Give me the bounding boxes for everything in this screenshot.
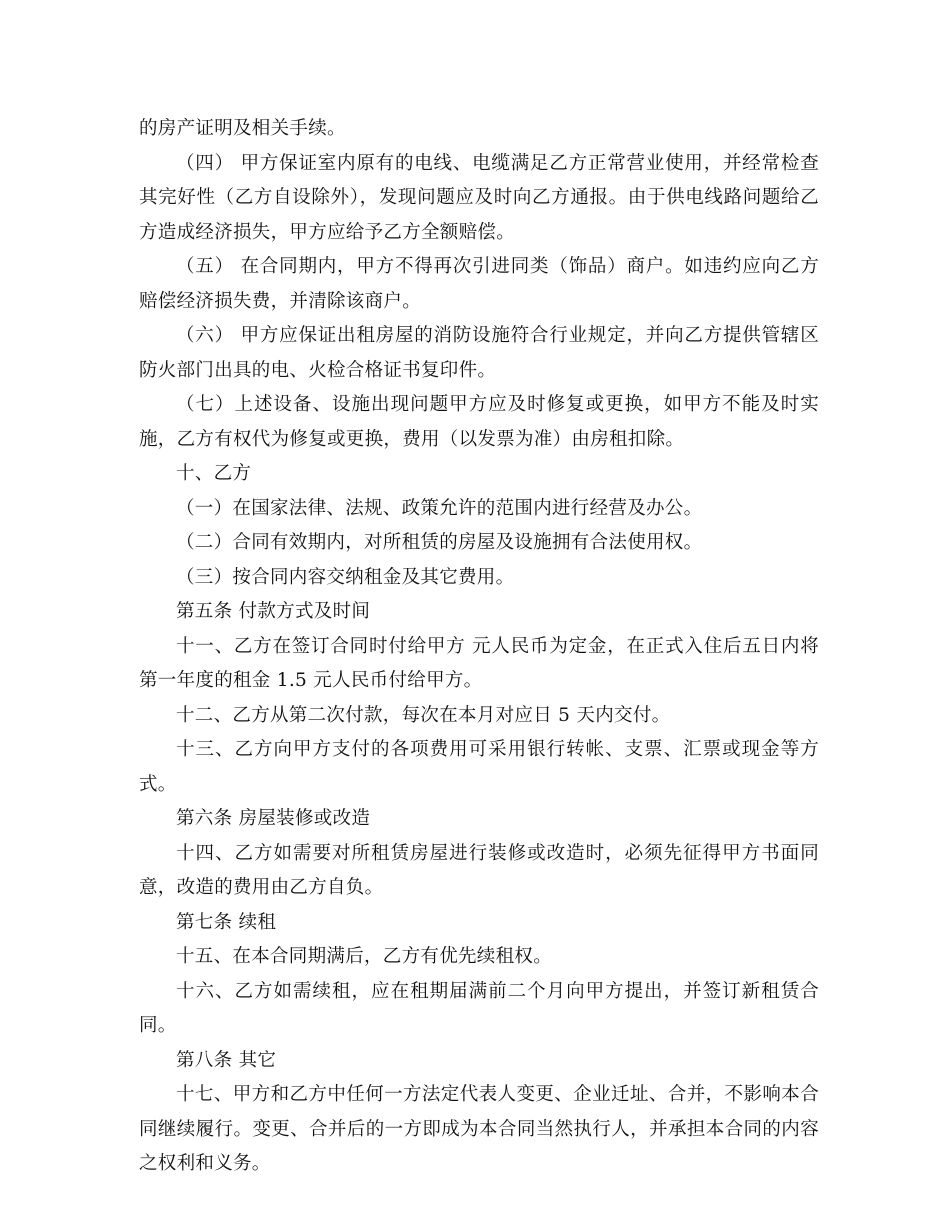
paragraph-19: 十七、甲方和乙方中任何一方法定代表人变更、企业迁址、合并，不影响本合同继续履行。变更、合并后的一方即成为本合同当然执行人，并承担本合同的内容之权利和义务。	[139, 1084, 819, 1174]
paragraph-17: 十六、乙方如需续租，应在租期届满前二个月向甲方提出，并签订新租赁合同。	[139, 980, 819, 1036]
paragraph-3: （六） 甲方应保证出租房屋的消防设施符合行业规定，并向乙方提供管辖区防火部门出具的电、火检合格证书复印件。	[139, 325, 819, 381]
section-heading-10: 十、乙方	[176, 463, 252, 484]
paragraph-10: 十一、乙方在签订合同时付给甲方 元人民币为定金，在正式入住后五日内将第一年度的租金 1.5 元人民币付给甲方。	[139, 635, 819, 691]
paragraph-14: 十四、乙方如需要对所租赁房屋进行装修或改造时，必须先征得甲方书面同意，改造的费用由乙方自负。	[139, 842, 819, 898]
paragraph-7: （二）合同有效期内，对所租赁的房屋及设施拥有合法使用权。	[176, 532, 703, 553]
article-heading-5: 第五条 付款方式及时间	[176, 601, 371, 622]
article-heading-7: 第七条 续租	[176, 911, 277, 933]
paragraph-2: （五） 在合同期内，甲方不得再次引进同类（饰品）商户。如违约应向乙方赔偿经济损失费，并清除该商户。	[139, 256, 819, 312]
paragraph-16: 十五、在本合同期满后，乙方有优先续租权。	[176, 946, 553, 967]
paragraph-12: 十三、乙方向甲方支付的各项费用可采用银行转帐、支票、汇票或现金等方式。	[139, 739, 819, 795]
paragraph-6: （一）在国家法律、法规、政策允许的范围内进行经营及办公。	[176, 497, 703, 519]
paragraph-0: 的房产证明及相关手续。	[139, 118, 346, 139]
paragraph-4: （七）上述设备、设施出现问题甲方应及时修复或更换，如甲方不能及时实施，乙方有权代为修复或更换，费用（以发票为准）由房租扣除。	[139, 394, 819, 450]
document-body	[139, 112, 819, 1182]
article-heading-6: 第六条 房屋装修或改造	[176, 808, 371, 829]
article-heading-8: 第八条 其它	[176, 1049, 277, 1071]
paragraph-11: 十二、乙方从第二次付款，每次在本月对应日 5 天内交付。	[176, 704, 671, 726]
paragraph-8: （三）按合同内容交纳租金及其它费用。	[176, 566, 515, 588]
paragraph-1: （四） 甲方保证室内原有的电线、电缆满足乙方正常营业使用，并经常检查其完好性（乙方自设除外），发现问题应及时向乙方通报。由于供电线路问题给乙方造成经济损失，甲方应给予乙方全额赔偿。	[139, 152, 819, 243]
